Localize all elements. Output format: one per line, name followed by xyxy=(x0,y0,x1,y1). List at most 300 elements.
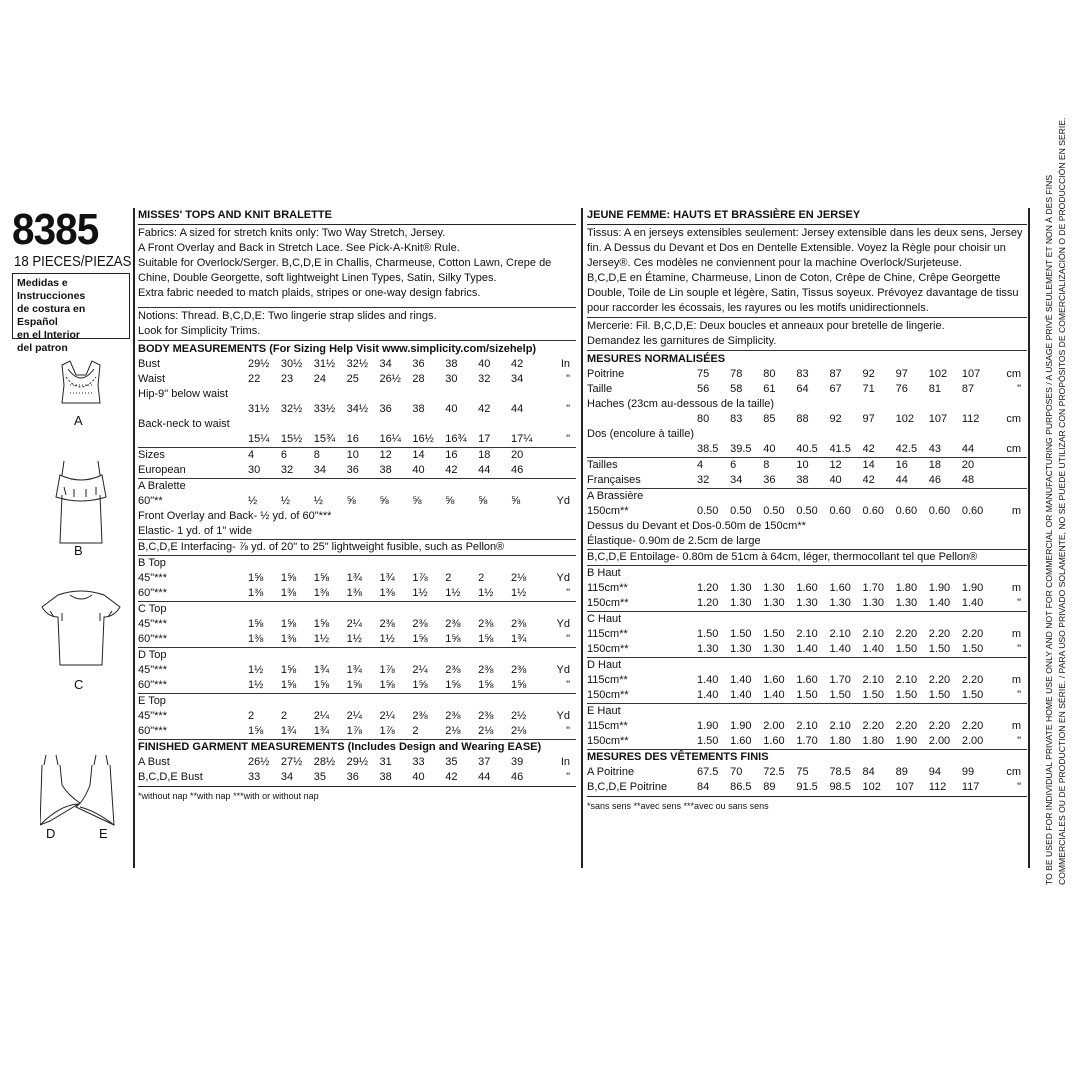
row-value: 36 xyxy=(412,358,425,370)
row-value: 1.80 xyxy=(829,735,851,747)
measurement-row xyxy=(138,602,576,618)
row-value: 20 xyxy=(962,458,995,474)
french-footnote: *sans sens **avec sens ***avec ou sans sens xyxy=(587,801,769,811)
row-value xyxy=(697,427,730,442)
measurement-row xyxy=(138,357,576,372)
row-unit: " xyxy=(566,587,570,599)
row-value xyxy=(347,648,380,664)
divider xyxy=(138,786,576,787)
measurement-row xyxy=(587,489,1027,505)
row-label: MESURES DES VÊTEMENTS FINIS xyxy=(587,750,1027,766)
row-value: 1¾ xyxy=(280,725,297,737)
row-value: 2⅜ xyxy=(511,618,527,630)
row-value: 1.50 xyxy=(697,628,719,640)
row-value: 84 xyxy=(862,766,875,778)
row-value: 16 xyxy=(896,458,929,474)
row-unit: m xyxy=(1011,720,1021,732)
column-divider xyxy=(581,208,583,868)
english-body-measurements-header: BODY MEASUREMENTS (For Sizing Help Visit www.simplicity.com/sizehelp) xyxy=(138,343,537,355)
measurement-row xyxy=(138,617,576,632)
row-value xyxy=(248,417,281,432)
view-label-d: D xyxy=(46,826,56,841)
row-value: ½ xyxy=(313,495,323,507)
row-unit xyxy=(995,612,1027,628)
row-value: 2⅜ xyxy=(478,618,494,630)
row-value: 2⅜ xyxy=(445,618,461,630)
row-value xyxy=(412,479,445,495)
row-value: 44 xyxy=(478,464,491,476)
row-value: 1.90 xyxy=(730,720,752,732)
row-value: 1⅝ xyxy=(511,679,527,691)
row-value: 2.10 xyxy=(796,720,818,732)
row-label: FINISHED GARMENT MEASUREMENTS (Includes Design and Wearing EASE) xyxy=(138,740,576,756)
row-value xyxy=(929,612,962,628)
row-value: 1.50 xyxy=(895,643,918,655)
row-value: 107 xyxy=(895,781,915,793)
row-label xyxy=(138,402,248,417)
row-value: 1⅜ xyxy=(346,587,362,599)
row-value: 33 xyxy=(248,771,261,783)
row-value xyxy=(412,602,445,618)
row-value: 72.5 xyxy=(763,766,785,778)
row-value: 1.30 xyxy=(862,597,884,609)
row-value xyxy=(796,658,829,674)
row-value: 16¾ xyxy=(445,433,467,445)
row-value: 1.50 xyxy=(796,689,818,701)
row-value: 2¼ xyxy=(379,710,395,722)
row-label: 60"*** xyxy=(138,633,167,645)
row-value: 1⅝ xyxy=(445,633,461,645)
row-value: 35 xyxy=(313,771,326,783)
row-value xyxy=(796,704,829,720)
row-value: 42 xyxy=(511,358,524,370)
row-value: 2¼ xyxy=(346,618,362,630)
row-value: 40 xyxy=(445,403,458,415)
english-fabrics xyxy=(138,226,576,301)
row-unit xyxy=(544,694,576,710)
row-value: 1.40 xyxy=(862,643,884,655)
row-value: 27½ xyxy=(280,756,303,768)
row-value: 81 xyxy=(928,383,942,395)
row-value: 1.60 xyxy=(796,582,818,594)
row-value: 1.40 xyxy=(730,689,752,701)
row-label: 45"*** xyxy=(138,710,167,722)
spanish-instructions-note xyxy=(12,273,130,354)
row-label: Sizes xyxy=(138,448,248,464)
row-value: 2⅜ xyxy=(478,710,494,722)
divider xyxy=(587,317,1027,318)
row-value xyxy=(380,556,413,572)
row-value: 42 xyxy=(862,474,875,486)
measurement-row xyxy=(138,740,576,756)
row-value xyxy=(796,566,829,582)
row-value: 12 xyxy=(829,458,862,474)
row-value: 1.30 xyxy=(796,597,818,609)
row-value: 33½ xyxy=(313,403,336,415)
row-value xyxy=(380,417,413,432)
row-value: 38 xyxy=(445,358,458,370)
measurement-row xyxy=(138,694,576,710)
row-value: 36 xyxy=(346,771,359,783)
row-value: 2.20 xyxy=(895,628,918,640)
row-value xyxy=(511,648,544,664)
measurement-row xyxy=(138,770,576,785)
row-value: 1⅝ xyxy=(248,572,264,584)
row-value: ⅝ xyxy=(511,495,521,507)
row-value xyxy=(929,489,962,505)
row-value: 30 xyxy=(445,373,458,385)
row-value xyxy=(863,566,896,582)
row-value: 2⅜ xyxy=(445,710,461,722)
row-value xyxy=(763,427,796,442)
row-value: 1.20 xyxy=(697,582,719,594)
row-value: 0.50 xyxy=(763,505,785,517)
row-label: 150cm** xyxy=(587,505,629,517)
row-label: E Haut xyxy=(587,704,697,720)
row-value: 1½ xyxy=(478,587,494,599)
row-label: 115cm** xyxy=(587,720,628,732)
row-value xyxy=(445,479,478,495)
row-value: 32 xyxy=(697,474,710,486)
row-label: B,C,D,E Poitrine xyxy=(587,781,668,793)
row-value: 2½ xyxy=(511,710,527,722)
row-value: 1¾ xyxy=(379,572,395,584)
row-value: 0.60 xyxy=(895,505,918,517)
row-value xyxy=(248,648,281,664)
row-value: 2 xyxy=(445,572,452,584)
notions-line: Look for Simplicity Trims. xyxy=(138,325,261,337)
row-value: 85 xyxy=(763,413,776,425)
row-value: 40 xyxy=(829,474,842,486)
row-label: B Haut xyxy=(587,566,697,582)
row-value: 34 xyxy=(730,474,743,486)
row-value: 84 xyxy=(697,781,710,793)
row-value: 1.30 xyxy=(730,643,752,655)
row-label: Taille xyxy=(587,383,613,395)
row-value xyxy=(380,479,413,495)
row-value: ½ xyxy=(280,495,291,507)
row-value: 2⅜ xyxy=(511,664,527,676)
row-value: 44 xyxy=(961,443,975,455)
row-value: 1.40 xyxy=(829,643,851,655)
row-value: 14 xyxy=(412,448,445,464)
row-value: 1⅜ xyxy=(313,587,330,599)
row-value: 1.80 xyxy=(895,582,918,594)
row-value: 112 xyxy=(961,413,980,425)
row-value: 1.70 xyxy=(862,582,884,594)
row-value xyxy=(962,566,995,582)
row-label: Françaises xyxy=(587,474,641,486)
measurement-row xyxy=(587,612,1027,628)
row-label: Bust xyxy=(138,358,161,370)
row-value: 2.20 xyxy=(961,674,984,686)
row-value: 32½ xyxy=(280,403,303,415)
row-value xyxy=(380,648,413,664)
measurement-row xyxy=(587,750,1027,766)
row-value: 2.10 xyxy=(829,720,851,732)
measurement-row xyxy=(587,627,1027,642)
row-label: Front Overlay and Back- ½ yd. of 60"*** xyxy=(138,510,332,522)
row-value: 2¼ xyxy=(412,664,428,676)
spanish-note-line: del patron xyxy=(17,342,68,354)
row-value: 1⅝ xyxy=(412,679,428,691)
row-value xyxy=(829,566,862,582)
row-value: 2.10 xyxy=(895,674,918,686)
row-value: 1½ xyxy=(248,664,264,676)
row-value: 1⅝ xyxy=(248,725,264,737)
row-value xyxy=(445,556,478,572)
row-value: 15¾ xyxy=(313,433,336,445)
row-value: 34 xyxy=(280,771,294,783)
measurement-row xyxy=(138,387,576,402)
row-value: 1.50 xyxy=(895,689,918,701)
row-unit: cm xyxy=(1006,368,1021,380)
row-value: 1⅞ xyxy=(379,664,395,676)
row-value: 33 xyxy=(412,756,425,768)
row-value xyxy=(314,417,347,432)
row-value: 1⅝ xyxy=(313,572,330,584)
fabrics-line: Suitable for Overlock/Serger. B,C,D,E in Challis, Charmeuse, Cotton Lawn, Crepe de xyxy=(138,257,552,269)
row-value: 102 xyxy=(895,413,915,425)
row-value: 1.70 xyxy=(796,735,818,747)
measurement-row xyxy=(587,367,1027,382)
row-value: 43 xyxy=(928,443,942,455)
row-value: 1.30 xyxy=(763,582,785,594)
row-unit: cm xyxy=(1006,413,1021,425)
row-value: 1.20 xyxy=(697,597,719,609)
row-value xyxy=(763,566,796,582)
row-value xyxy=(314,602,347,618)
row-value: 40 xyxy=(763,443,776,455)
row-value xyxy=(929,566,962,582)
row-value: 26½ xyxy=(248,756,270,768)
row-value: 2 xyxy=(248,710,255,722)
row-value: 92 xyxy=(862,368,875,380)
row-value: 1.50 xyxy=(928,689,951,701)
row-value: 15¼ xyxy=(248,433,270,445)
row-value: 2⅛ xyxy=(478,725,494,737)
row-value: 61 xyxy=(763,383,776,395)
row-value: 30 xyxy=(248,464,261,476)
row-unit xyxy=(995,566,1027,582)
row-value: 6 xyxy=(281,448,314,464)
measurement-row xyxy=(587,642,1027,658)
row-value: 46 xyxy=(511,464,524,476)
row-value: 6 xyxy=(730,458,763,474)
row-value: 20 xyxy=(511,448,544,464)
row-value: 16 xyxy=(346,433,359,445)
row-value xyxy=(347,556,380,572)
row-label: 115cm** xyxy=(587,628,628,640)
row-value xyxy=(796,427,829,442)
row-value xyxy=(445,648,478,664)
row-value xyxy=(763,658,796,674)
row-value: 1⅝ xyxy=(478,633,494,645)
row-value: 1.30 xyxy=(763,643,785,655)
row-value: 2.20 xyxy=(928,674,951,686)
divider xyxy=(138,224,576,225)
spanish-note-line: en el Interior xyxy=(17,329,81,341)
row-value: 12 xyxy=(380,448,413,464)
row-value: 2⅜ xyxy=(478,664,494,676)
row-value xyxy=(281,648,314,664)
row-value: 2⅛ xyxy=(511,572,527,584)
measurement-row xyxy=(587,550,1027,566)
row-label: 115cm** xyxy=(587,674,628,686)
row-label: A Bralette xyxy=(138,479,248,495)
row-value: 1⅝ xyxy=(280,664,297,676)
row-value: 1⅜ xyxy=(248,633,264,645)
row-unit: " xyxy=(566,771,570,783)
row-value: 1.40 xyxy=(928,597,951,609)
row-value: 92 xyxy=(829,413,842,425)
row-label: C Top xyxy=(138,602,248,618)
row-value xyxy=(896,566,929,582)
row-value xyxy=(314,648,347,664)
row-value xyxy=(412,648,445,664)
row-value: 78 xyxy=(730,368,743,380)
row-unit xyxy=(544,448,576,464)
row-label: Poitrine xyxy=(587,368,625,380)
row-label: B Top xyxy=(138,556,248,572)
fabrics-line: Tissus: A en jerseys extensibles seulement: Jersey extensible dans les deux sens, Jersey xyxy=(587,227,1023,239)
row-unit xyxy=(544,463,576,479)
legal-line: COMMERCIALES OU DE PRODUCTION EN SÉRIE. / PARA USO PRIVADO SOLAMENTE, NO SE PUEDE UTILIZAR CON PROPÓSITOS DE COMERCIALIZACIÓN O DE PRODUCCIÓN EN SERIE. xyxy=(1057,117,1067,885)
measurement-row xyxy=(138,556,576,572)
fabrics-line: fin. A Dessus du Devant et Dos en Dentelle Extensible. Voyez la Règle pour choisir un xyxy=(587,242,1006,254)
row-value xyxy=(896,658,929,674)
row-value: 39.5 xyxy=(730,443,752,455)
row-value xyxy=(697,489,730,505)
measurement-row xyxy=(587,566,1027,582)
divider xyxy=(587,796,1027,797)
row-unit: Yd xyxy=(556,572,570,584)
row-label: Elastic- 1 yd. of 1" wide xyxy=(138,525,252,537)
row-value: 28½ xyxy=(313,756,336,768)
row-label: 150cm** xyxy=(587,689,629,701)
row-label xyxy=(138,432,248,448)
row-value: 1⅞ xyxy=(412,572,428,584)
row-value: ½ xyxy=(248,495,258,507)
measurement-row xyxy=(138,755,576,770)
row-label: Élastique- 0.90m de 2.5cm de large xyxy=(587,535,761,547)
row-unit xyxy=(544,556,576,572)
row-value xyxy=(281,694,314,710)
row-value: 42 xyxy=(445,464,458,476)
row-value xyxy=(380,602,413,618)
row-value: 10 xyxy=(796,458,829,474)
row-value xyxy=(896,704,929,720)
row-unit: " xyxy=(1017,643,1021,655)
row-value xyxy=(829,612,862,628)
row-value: 38 xyxy=(412,403,425,415)
row-value xyxy=(511,387,544,402)
row-value: 1⅝ xyxy=(280,679,297,691)
row-value: 2.20 xyxy=(895,720,918,732)
row-value: 34½ xyxy=(346,403,369,415)
divider xyxy=(587,350,1027,351)
row-value: 46 xyxy=(511,771,524,783)
row-value: 26½ xyxy=(379,373,401,385)
row-value: 4 xyxy=(248,448,281,464)
row-value: 2.20 xyxy=(961,628,984,640)
row-label: 150cm** xyxy=(587,643,629,655)
row-value: 1.90 xyxy=(895,735,918,747)
row-label: B,C,D,E Entoilage- 0.80m de 51cm à 64cm, léger, thermocollant tel que Pellon® xyxy=(587,550,1027,566)
row-unit xyxy=(544,479,576,495)
row-value: 8 xyxy=(763,458,796,474)
row-value: 1.50 xyxy=(961,689,984,701)
row-value: 0.60 xyxy=(961,505,984,517)
row-value: 1.50 xyxy=(829,689,851,701)
row-unit xyxy=(544,387,576,402)
measurement-row xyxy=(138,432,576,448)
row-value: 48 xyxy=(961,474,975,486)
row-value: 1.50 xyxy=(730,628,752,640)
row-value: 83 xyxy=(796,368,809,380)
row-value xyxy=(730,566,763,582)
row-value: 2⅜ xyxy=(445,664,461,676)
row-value xyxy=(697,566,730,582)
row-value: 31 xyxy=(379,756,392,768)
row-unit: " xyxy=(566,679,570,691)
row-value: 1.30 xyxy=(730,582,752,594)
row-unit: In xyxy=(560,358,570,370)
row-value: 1½ xyxy=(412,587,428,599)
row-value: 42 xyxy=(862,443,875,455)
row-value: 1.40 xyxy=(763,689,785,701)
row-value: 44 xyxy=(511,403,524,415)
english-notions xyxy=(138,309,576,339)
row-value: 1⅝ xyxy=(346,679,362,691)
row-value: 1⅝ xyxy=(379,679,395,691)
row-value: 67.5 xyxy=(697,766,719,778)
row-value: 2.00 xyxy=(763,720,785,732)
row-value: 102 xyxy=(862,781,881,793)
row-value: 36 xyxy=(763,474,776,486)
row-value: 1.30 xyxy=(763,597,785,609)
fabrics-line: pour raccorder les écossais, les rayures ou les motifs unidirectionnels. xyxy=(587,302,929,314)
fabrics-line: Double, Toile de Lin souple et légère, Satin, Tissus soyeux. Prévoyez davantage de tissu xyxy=(587,287,1019,299)
row-label xyxy=(587,442,697,458)
measurement-row xyxy=(138,509,576,524)
row-label: Dessus du Devant et Dos-0.50m de 150cm** xyxy=(587,520,806,532)
row-value: 1⅝ xyxy=(478,679,494,691)
row-value: 32 xyxy=(478,373,491,385)
fabrics-line: B,C,D,E en Étamine, Charmeuse, Linon de Coton, Crêpe de Chine, Crêpe Georgette xyxy=(587,272,1001,284)
row-value: 2.00 xyxy=(961,735,984,747)
row-value xyxy=(829,658,862,674)
row-unit: " xyxy=(566,725,570,737)
row-value: 2¼ xyxy=(346,710,362,722)
divider xyxy=(138,340,576,341)
row-value: 1.50 xyxy=(763,628,785,640)
row-value: 88 xyxy=(796,413,809,425)
row-value: 39 xyxy=(511,756,524,768)
view-de-sketch xyxy=(40,755,114,825)
row-unit: " xyxy=(566,433,570,445)
french-instructions xyxy=(587,208,1027,814)
row-value xyxy=(478,417,511,432)
view-c-sketch xyxy=(42,591,120,665)
row-value xyxy=(863,427,896,442)
row-value xyxy=(730,427,763,442)
fabrics-line: Extra fabric needed to match plaids, stripes or one-way design fabrics. xyxy=(138,287,481,299)
measurement-row xyxy=(587,504,1027,519)
measurement-row xyxy=(587,581,1027,596)
row-value: 4 xyxy=(697,458,730,474)
row-value xyxy=(962,612,995,628)
